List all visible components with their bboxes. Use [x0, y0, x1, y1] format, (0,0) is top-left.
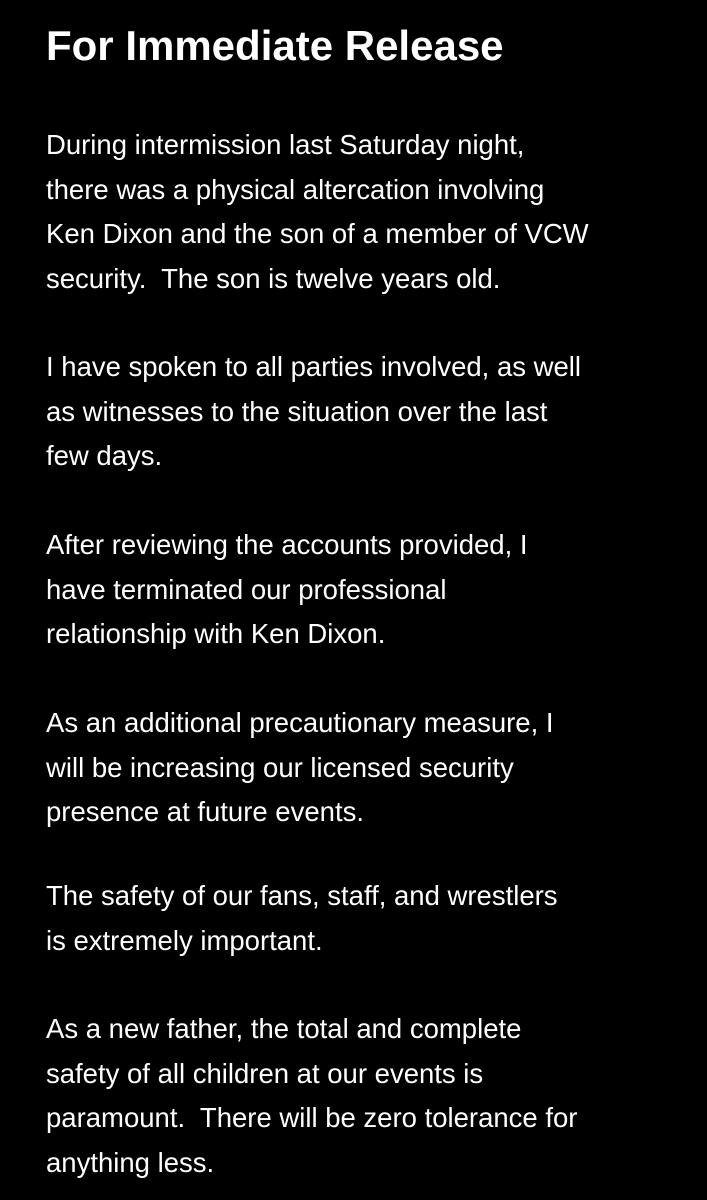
paragraph-incident	[46, 123, 589, 301]
paragraph-termination	[46, 523, 528, 657]
paragraph-line: security. The son is twelve years old.	[46, 262, 501, 294]
paragraph-line: presence at future events.	[46, 796, 364, 827]
paragraph-line: is extremely important.	[46, 924, 323, 956]
paragraph-line: there was a physical altercation involving	[46, 173, 545, 205]
paragraph-line: paramount. There will be zero tolerance for	[46, 1102, 578, 1133]
paragraph-line: as witnesses to the situation over the last	[46, 395, 548, 427]
paragraph-investigation	[46, 345, 581, 479]
paragraph-line: anything less.	[46, 1146, 215, 1178]
paragraph-line: During intermission last Saturday night,	[46, 129, 525, 160]
paragraph-line: have terminated our professional	[46, 573, 447, 605]
paragraph-line: The safety of our fans, staff, and wrestlers	[46, 880, 558, 911]
paragraph-line: safety of all children at our events is	[46, 1057, 484, 1089]
page-title: For Immediate Release	[46, 22, 504, 69]
paragraph-line: Ken Dixon and the son of a member of VCW	[46, 218, 589, 249]
paragraph-line: will be increasing our licensed security	[46, 751, 514, 783]
paragraph-line: As an additional precautionary measure, I	[46, 707, 554, 738]
paragraph-security-measure	[46, 701, 554, 835]
paragraph-line: I have spoken to all parties involved, as well	[46, 351, 582, 382]
paragraph-line: relationship with Ken Dixon.	[46, 618, 386, 649]
paragraph-safety	[46, 874, 558, 963]
paragraph-line: few days.	[46, 440, 163, 471]
paragraph-line: As a new father, the total and complete	[46, 1013, 522, 1044]
paragraph-zero-tolerance	[46, 1007, 577, 1185]
paragraph-line: After reviewing the accounts provided, I	[46, 529, 528, 560]
